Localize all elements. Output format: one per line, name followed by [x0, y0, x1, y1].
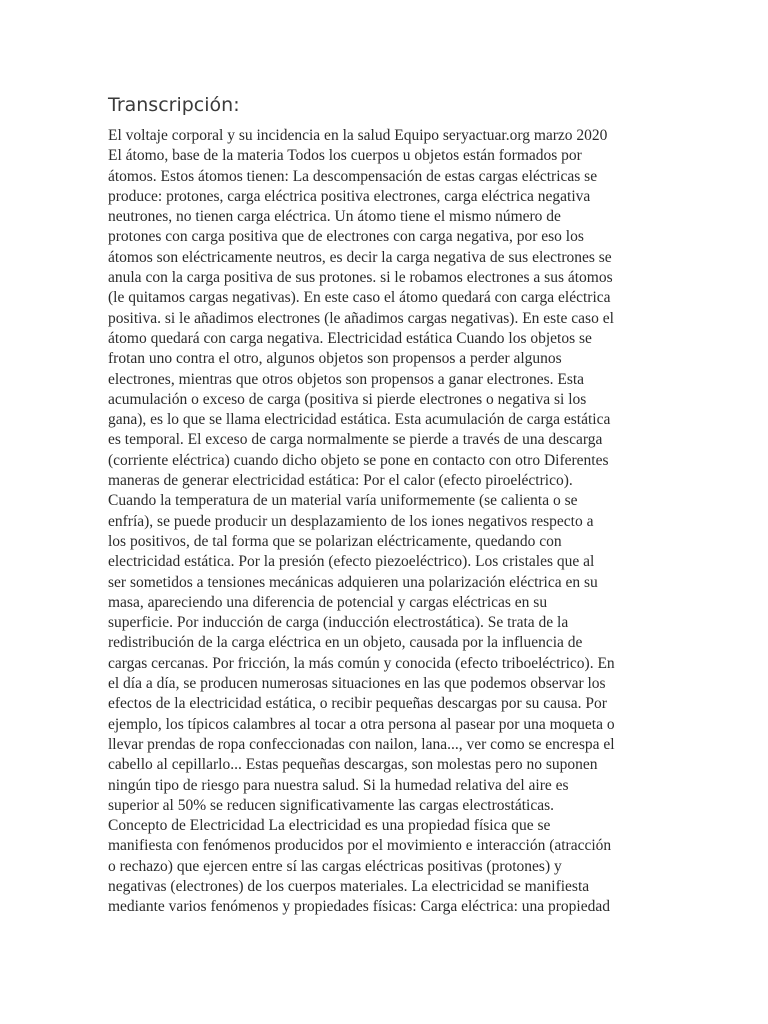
transcript-line: llevar prendas de ropa confeccionadas con nailon, lana..., ver como se encrespa el: [108, 735, 615, 753]
transcript-line: positiva. si le añadimos electrones (le añadimos cargas negativas). En este caso el: [108, 309, 614, 327]
transcript-line: superior al 50% se reducen significativamente las cargas electrostáticas.: [108, 796, 555, 814]
transcript-line: maneras de generar electricidad estática: Por el calor (efecto piroeléctrico).: [108, 472, 573, 490]
transcript-line: ser sometidos a tensiones mecánicas adquieren una polarización eléctrica en su: [108, 573, 598, 591]
transcript-line: masa, apareciendo una diferencia de potencial y cargas eléctricas en su: [108, 593, 548, 611]
transcript-line: electricidad estática. Por la presión (efecto piezoeléctrico). Los cristales que al: [108, 553, 595, 571]
transcript-line: el día a día, se producen numerosas situaciones en las que podemos observar los: [108, 675, 606, 693]
transcript-line: superficie. Por inducción de carga (inducción electrostática). Se trata de la: [108, 614, 569, 632]
transcript-heading: Transcripción:: [108, 94, 240, 116]
transcript-line: o rechazo) que ejercen entre sí las cargas eléctricas positivas (protones) y: [108, 857, 562, 875]
transcript-line: El átomo, base de la materia Todos los cuerpos u objetos están formados por: [108, 147, 582, 165]
transcript-line: átomo quedará con carga negativa. Electricidad estática Cuando los objetos se: [108, 329, 592, 347]
transcript-line: mediante varios fenómenos y propiedades físicas: Carga eléctrica: una propiedad: [108, 898, 610, 916]
transcript-line: átomos. Estos átomos tienen: La descompensación de estas cargas eléctricas se: [108, 167, 598, 185]
transcript-line: neutrones, no tienen carga eléctrica. Un átomo tiene el mismo número de: [108, 208, 561, 226]
transcript-line: (corriente eléctrica) cuando dicho objeto se pone en contacto con otro Diferentes: [108, 451, 609, 469]
transcript-body: [108, 126, 660, 918]
transcript-line: redistribución de la carga eléctrica en un objeto, causada por la influencia de: [108, 634, 583, 652]
transcript-line: acumulación o exceso de carga (positiva si pierde electrones o negativa si los: [108, 390, 587, 408]
transcript-line: efectos de la electricidad estática, o recibir pequeñas descargas por su causa. Por: [108, 695, 607, 713]
transcript-line: negativas (electrones) de los cuerpos materiales. La electricidad se manifiesta: [108, 877, 590, 895]
transcript-line: El voltaje corporal y su incidencia en la salud Equipo seryactuar.org marzo 2020: [108, 127, 608, 144]
transcript-line: electrones, mientras que otros objetos son propensos a ganar electrones. Esta: [108, 370, 585, 388]
transcript-line: Cuando la temperatura de un material varía uniformemente (se calienta o se: [108, 492, 578, 510]
transcript-line: gana), es lo que se llama electricidad estática. Esta acumulación de carga estática: [108, 411, 611, 429]
transcript-line: Concepto de Electricidad La electricidad es una propiedad física que se: [108, 817, 551, 835]
transcript-line: frotan uno contra el otro, algunos objetos son propensos a perder algunos: [108, 350, 562, 368]
transcript-line: átomos son eléctricamente neutros, es decir la carga negativa de sus electrones se: [108, 248, 612, 266]
transcript-line: produce: protones, carga eléctrica positiva electrones, carga eléctrica negativa: [108, 187, 591, 205]
transcript-line: cargas cercanas. Por fricción, la más común y conocida (efecto triboeléctrico). En: [108, 654, 615, 672]
transcript-line: ejemplo, los típicos calambres al tocar a otra persona al pasear por una moqueta o: [108, 715, 615, 733]
transcript-line: protones con carga positiva que de electrones con carga negativa, por eso los: [108, 228, 584, 246]
transcript-line: anula con la carga positiva de sus protones. si le robamos electrones a sus átomos: [108, 269, 613, 287]
transcript-line: manifiesta con fenómenos producidos por el movimiento e interacción (atracción: [108, 837, 612, 855]
transcript-line: (le quitamos cargas negativas). En este caso el átomo quedará con carga eléctrica: [108, 289, 611, 307]
transcript-line: cabello al cepillarlo... Estas pequeñas descargas, son molestas pero no suponen: [108, 756, 598, 774]
transcript-line: ningún tipo de riesgo para nuestra salud. Si la humedad relativa del aire es: [108, 776, 569, 794]
transcript-line: es temporal. El exceso de carga normalmente se pierde a través de una descarga: [108, 431, 603, 449]
transcript-line: enfría), se puede producir un desplazamiento de los iones negativos respecto a: [108, 512, 594, 530]
transcript-line: los positivos, de tal forma que se polarizan eléctricamente, quedando con: [108, 532, 562, 550]
